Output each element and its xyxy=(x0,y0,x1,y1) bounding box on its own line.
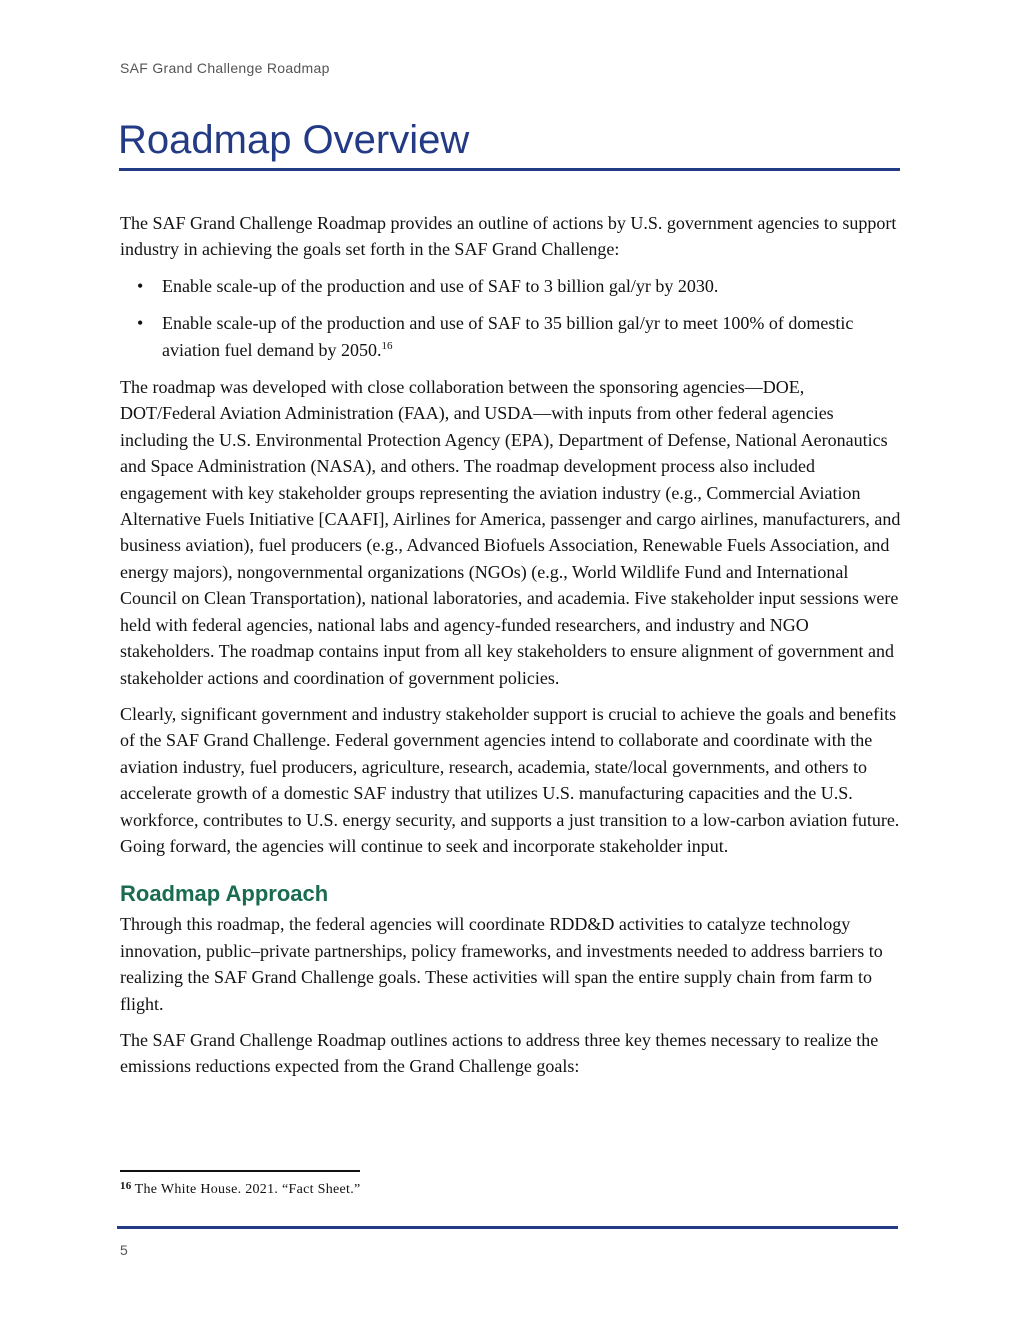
footnote-ref[interactable]: 16 xyxy=(381,339,393,352)
goals-list xyxy=(120,273,902,363)
goal-text: Enable scale-up of the production and use of SAF to 35 billion gal/yr to meet 100% of domestic aviation fuel demand by 2050. xyxy=(162,313,854,360)
running-header: SAF Grand Challenge Roadmap xyxy=(120,60,330,76)
footnote xyxy=(120,1180,361,1198)
section-heading: Roadmap Approach xyxy=(120,881,329,907)
footnote-text: The White House. 2021. “Fact Sheet.” xyxy=(134,1182,361,1197)
goal-item-2050 xyxy=(120,310,902,363)
page-number: 5 xyxy=(120,1242,128,1258)
footer-divider xyxy=(117,1226,898,1229)
intro-paragraph: The SAF Grand Challenge Roadmap provides an outline of actions by U.S. government agencies to support industry in achieving the goals set forth in the SAF Grand Challenge: xyxy=(120,213,897,260)
goal-item-2030 xyxy=(120,273,902,299)
themes-paragraph: The SAF Grand Challenge Roadmap outlines actions to address three key themes necessary to realize the emissions reductions expected from the Grand Challenge goals: xyxy=(120,1029,879,1077)
footnote-number: 16 xyxy=(120,1180,132,1192)
body-text xyxy=(120,210,902,1090)
support-paragraph: Clearly, significant government and industry stakeholder support is crucial to achieve the goals and benefits of the SAF Grand Challenge. Federal government agencies intend to collaborate and coordinate with the aviation industry, fuel producers, agriculture, research, academia, state/local governments, and others to accelerate growth of a domestic SAF industry that utilizes U.S. manufacturing capacities and the U.S. workforce, contributes to U.S. energy security, and supports a just transition to a low-carbon aviation future. Going forward, the agencies will continue to seek and incorporate stakeholder input. xyxy=(120,703,900,856)
page-title: Roadmap Overview xyxy=(118,118,470,162)
title-divider xyxy=(119,168,900,171)
collaboration-paragraph: The roadmap was developed with close collaboration between the sponsoring agencies—DOE, DOT/Federal Aviation Administration (FAA), and USDA—with inputs from other federal agencies including the U.S. Environmental Protection Agency (EPA), Department of Defense, National Aeronautics and Space Administration (NASA), and others. The roadmap development process also included engagement with key stakeholder groups representing the aviation industry (e.g., Commercial Aviation Alternative Fuels Initiative [CAAFI], Airlines for America, passenger and cargo airlines, manufacturers, and business aviation), fuel producers (e.g., Advanced Biofuels Association, Renewable Fuels Association, and energy majors), nongovernmental organizations (NGOs) (e.g., World Wildlife Fund and International Council on Clean Transportation), national laboratories, and academia. Five stakeholder input sessions were held with federal agencies, national labs and agency-funded researchers, and industry and NGO stakeholders. The roadmap contains input from all key stakeholders to ensure alignment of government and stakeholder actions and coordination of government policies. xyxy=(120,377,901,688)
approach-paragraph: Through this roadmap, the federal agencies will coordinate RDD&D activities to catalyze technology innovation, public–private partnerships, policy frameworks, and investments needed to address barriers to realizing the SAF Grand Challenge goals. These activities will span the entire supply chain from farm to flight. xyxy=(120,914,883,1014)
goal-text: Enable scale-up of the production and use of SAF to 3 billion gal/yr by 2030. xyxy=(162,275,719,296)
footnote-divider xyxy=(120,1170,360,1172)
